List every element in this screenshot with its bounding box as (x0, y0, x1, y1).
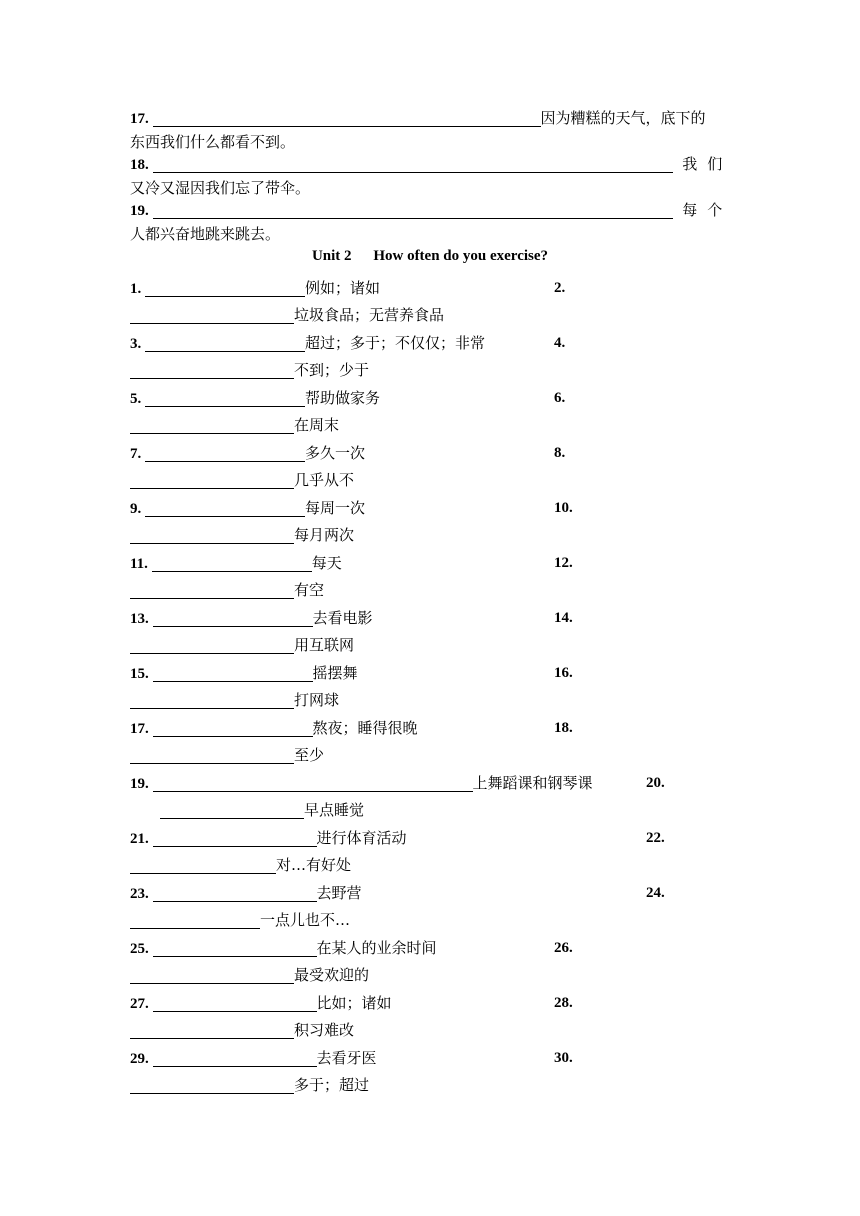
vocab-row-cont (130, 633, 730, 657)
item-number: 1. (130, 281, 142, 297)
vocab-row-cont (130, 743, 730, 767)
unit-label: Unit 2 (311, 248, 352, 264)
item-number: 17. (130, 721, 149, 737)
item-meaning: 早点睡觉 (304, 801, 365, 819)
item-number: 10. (554, 500, 573, 516)
vocab-row (130, 1046, 730, 1070)
item-number: 18. (130, 157, 149, 173)
item-meaning: 在周末 (294, 416, 340, 434)
sentence-text: 我们 (682, 155, 733, 173)
vocab-row (130, 606, 730, 630)
item-meaning: 熬夜；睡得很晚 (312, 719, 418, 737)
item-number: 27. (130, 996, 149, 1012)
item-meaning: 超过；多于；不仅仅；非常 (305, 334, 486, 352)
answer-blank[interactable] (145, 390, 305, 407)
item-meaning: 至少 (294, 746, 325, 764)
answer-blank[interactable] (130, 1022, 294, 1039)
item-number: 13. (130, 611, 149, 627)
answer-blank[interactable] (130, 472, 294, 489)
item-number: 12. (554, 555, 573, 571)
vocab-row (130, 991, 730, 1015)
vocab-row (130, 881, 730, 905)
answer-blank[interactable] (145, 280, 305, 297)
answer-blank[interactable] (153, 885, 317, 902)
item-meaning: 在某人的业余时间 (316, 939, 437, 957)
vocab-row (130, 386, 730, 410)
vocab-row (130, 771, 730, 795)
answer-blank[interactable] (130, 307, 294, 324)
sentence-17 (130, 106, 730, 130)
vocab-row-cont (130, 908, 730, 932)
sentence-text: 每个 (682, 201, 733, 219)
answer-blank[interactable] (130, 362, 294, 379)
answer-blank[interactable] (130, 967, 294, 984)
item-number: 17. (130, 111, 149, 127)
vocab-row-cont (130, 303, 730, 327)
answer-blank[interactable] (130, 747, 294, 764)
sentence-19 (130, 198, 733, 222)
item-number: 7. (130, 446, 142, 462)
answer-blank[interactable] (153, 1050, 317, 1067)
answer-blank[interactable] (130, 857, 276, 874)
item-number: 21. (130, 831, 149, 847)
item-meaning: 帮助做家务 (305, 389, 381, 407)
vocab-row-cont (130, 688, 730, 712)
vocab-row-cont (130, 523, 730, 547)
vocab-row-cont (130, 358, 730, 382)
item-number: 3. (130, 336, 142, 352)
item-meaning: 每天 (311, 554, 342, 572)
item-number: 9. (130, 501, 142, 517)
sentence-17-cont: 东西我们什么都看不到。 (130, 133, 296, 151)
answer-blank[interactable] (130, 912, 260, 929)
item-meaning: 对…有好处 (276, 856, 352, 874)
item-meaning: 例如；诸如 (305, 279, 381, 297)
answer-blank[interactable] (153, 995, 317, 1012)
vocab-row (130, 441, 730, 465)
item-number: 25. (130, 941, 149, 957)
answer-blank[interactable] (153, 720, 313, 737)
item-meaning: 去看牙医 (316, 1049, 377, 1067)
vocab-row (130, 661, 730, 685)
item-number: 19. (130, 776, 149, 792)
item-number: 20. (646, 775, 665, 791)
item-number: 18. (554, 720, 573, 736)
vocab-row (130, 276, 730, 300)
item-meaning: 去看电影 (312, 609, 373, 627)
answer-blank[interactable] (130, 582, 294, 599)
answer-blank[interactable] (153, 610, 313, 627)
item-meaning: 上舞蹈课和钢琴课 (472, 774, 593, 792)
item-number: 11. (130, 556, 148, 572)
vocab-row (130, 826, 730, 850)
item-meaning: 不到；少于 (294, 361, 370, 379)
item-meaning: 积习难改 (294, 1021, 355, 1039)
item-number: 29. (130, 1051, 149, 1067)
answer-blank[interactable] (145, 445, 305, 462)
answer-blank[interactable] (130, 1077, 294, 1094)
item-number: 24. (646, 885, 665, 901)
item-meaning: 去野营 (316, 884, 362, 902)
answer-blank[interactable] (130, 417, 294, 434)
sentence-18 (130, 152, 733, 176)
answer-blank[interactable] (153, 940, 317, 957)
item-meaning: 最受欢迎的 (294, 966, 370, 984)
vocab-row-cont (130, 1018, 730, 1042)
item-meaning: 每月两次 (294, 526, 355, 544)
item-number: 6. (554, 390, 566, 406)
vocab-row (130, 331, 730, 355)
answer-blank[interactable] (153, 110, 541, 127)
item-meaning: 用互联网 (294, 636, 355, 654)
sentence-text: 因为糟糕的天气，底下的 (540, 109, 706, 127)
answer-blank[interactable] (145, 335, 305, 352)
answer-blank[interactable] (153, 775, 473, 792)
item-number: 14. (554, 610, 573, 626)
item-meaning: 垃圾食品；无营养食品 (294, 306, 445, 324)
item-meaning: 一点儿也不… (260, 911, 351, 929)
item-meaning: 进行体育活动 (316, 829, 407, 847)
item-number: 8. (554, 445, 566, 461)
item-meaning: 多于；超过 (294, 1076, 370, 1094)
item-number: 28. (554, 995, 573, 1011)
answer-blank[interactable] (153, 202, 673, 219)
item-meaning: 摇摆舞 (312, 664, 358, 682)
item-number: 26. (554, 940, 573, 956)
answer-blank[interactable] (153, 665, 313, 682)
vocab-row-cont (130, 853, 730, 877)
vocab-row (130, 716, 730, 740)
answer-blank[interactable] (130, 527, 294, 544)
answer-blank[interactable] (153, 156, 673, 173)
answer-blank[interactable] (153, 830, 317, 847)
vocab-row-cont (130, 578, 730, 602)
item-number: 2. (554, 280, 566, 296)
sentence-19-cont: 人都兴奋地跳来跳去。 (130, 225, 281, 243)
item-meaning: 每周一次 (305, 499, 366, 517)
vocab-row (130, 496, 730, 520)
item-number: 22. (646, 830, 665, 846)
item-meaning: 比如；诸如 (316, 994, 392, 1012)
item-number: 23. (130, 886, 149, 902)
vocab-row (130, 551, 730, 575)
vocab-row (130, 936, 730, 960)
item-number: 5. (130, 391, 142, 407)
item-number: 15. (130, 666, 149, 682)
item-meaning: 多久一次 (305, 444, 366, 462)
vocab-row-cont (130, 468, 730, 492)
item-meaning: 有空 (294, 581, 325, 599)
item-meaning: 几乎从不 (294, 471, 355, 489)
item-meaning: 打网球 (294, 691, 340, 709)
answer-blank[interactable] (160, 802, 304, 819)
answer-blank[interactable] (130, 692, 294, 709)
item-number: 16. (554, 665, 573, 681)
answer-blank[interactable] (145, 500, 305, 517)
unit-question: How often do you exercise? (373, 248, 549, 264)
unit-title (0, 248, 860, 265)
answer-blank[interactable] (130, 637, 294, 654)
item-number: 30. (554, 1050, 573, 1066)
item-number: 4. (554, 335, 566, 351)
vocab-row-cont (130, 1073, 730, 1097)
vocab-row-cont (130, 413, 730, 437)
sentence-18-cont: 又冷又湿因我们忘了带伞。 (130, 179, 311, 197)
vocab-row-cont (160, 798, 760, 822)
answer-blank[interactable] (152, 555, 312, 572)
item-number: 19. (130, 203, 149, 219)
vocab-row-cont (130, 963, 730, 987)
